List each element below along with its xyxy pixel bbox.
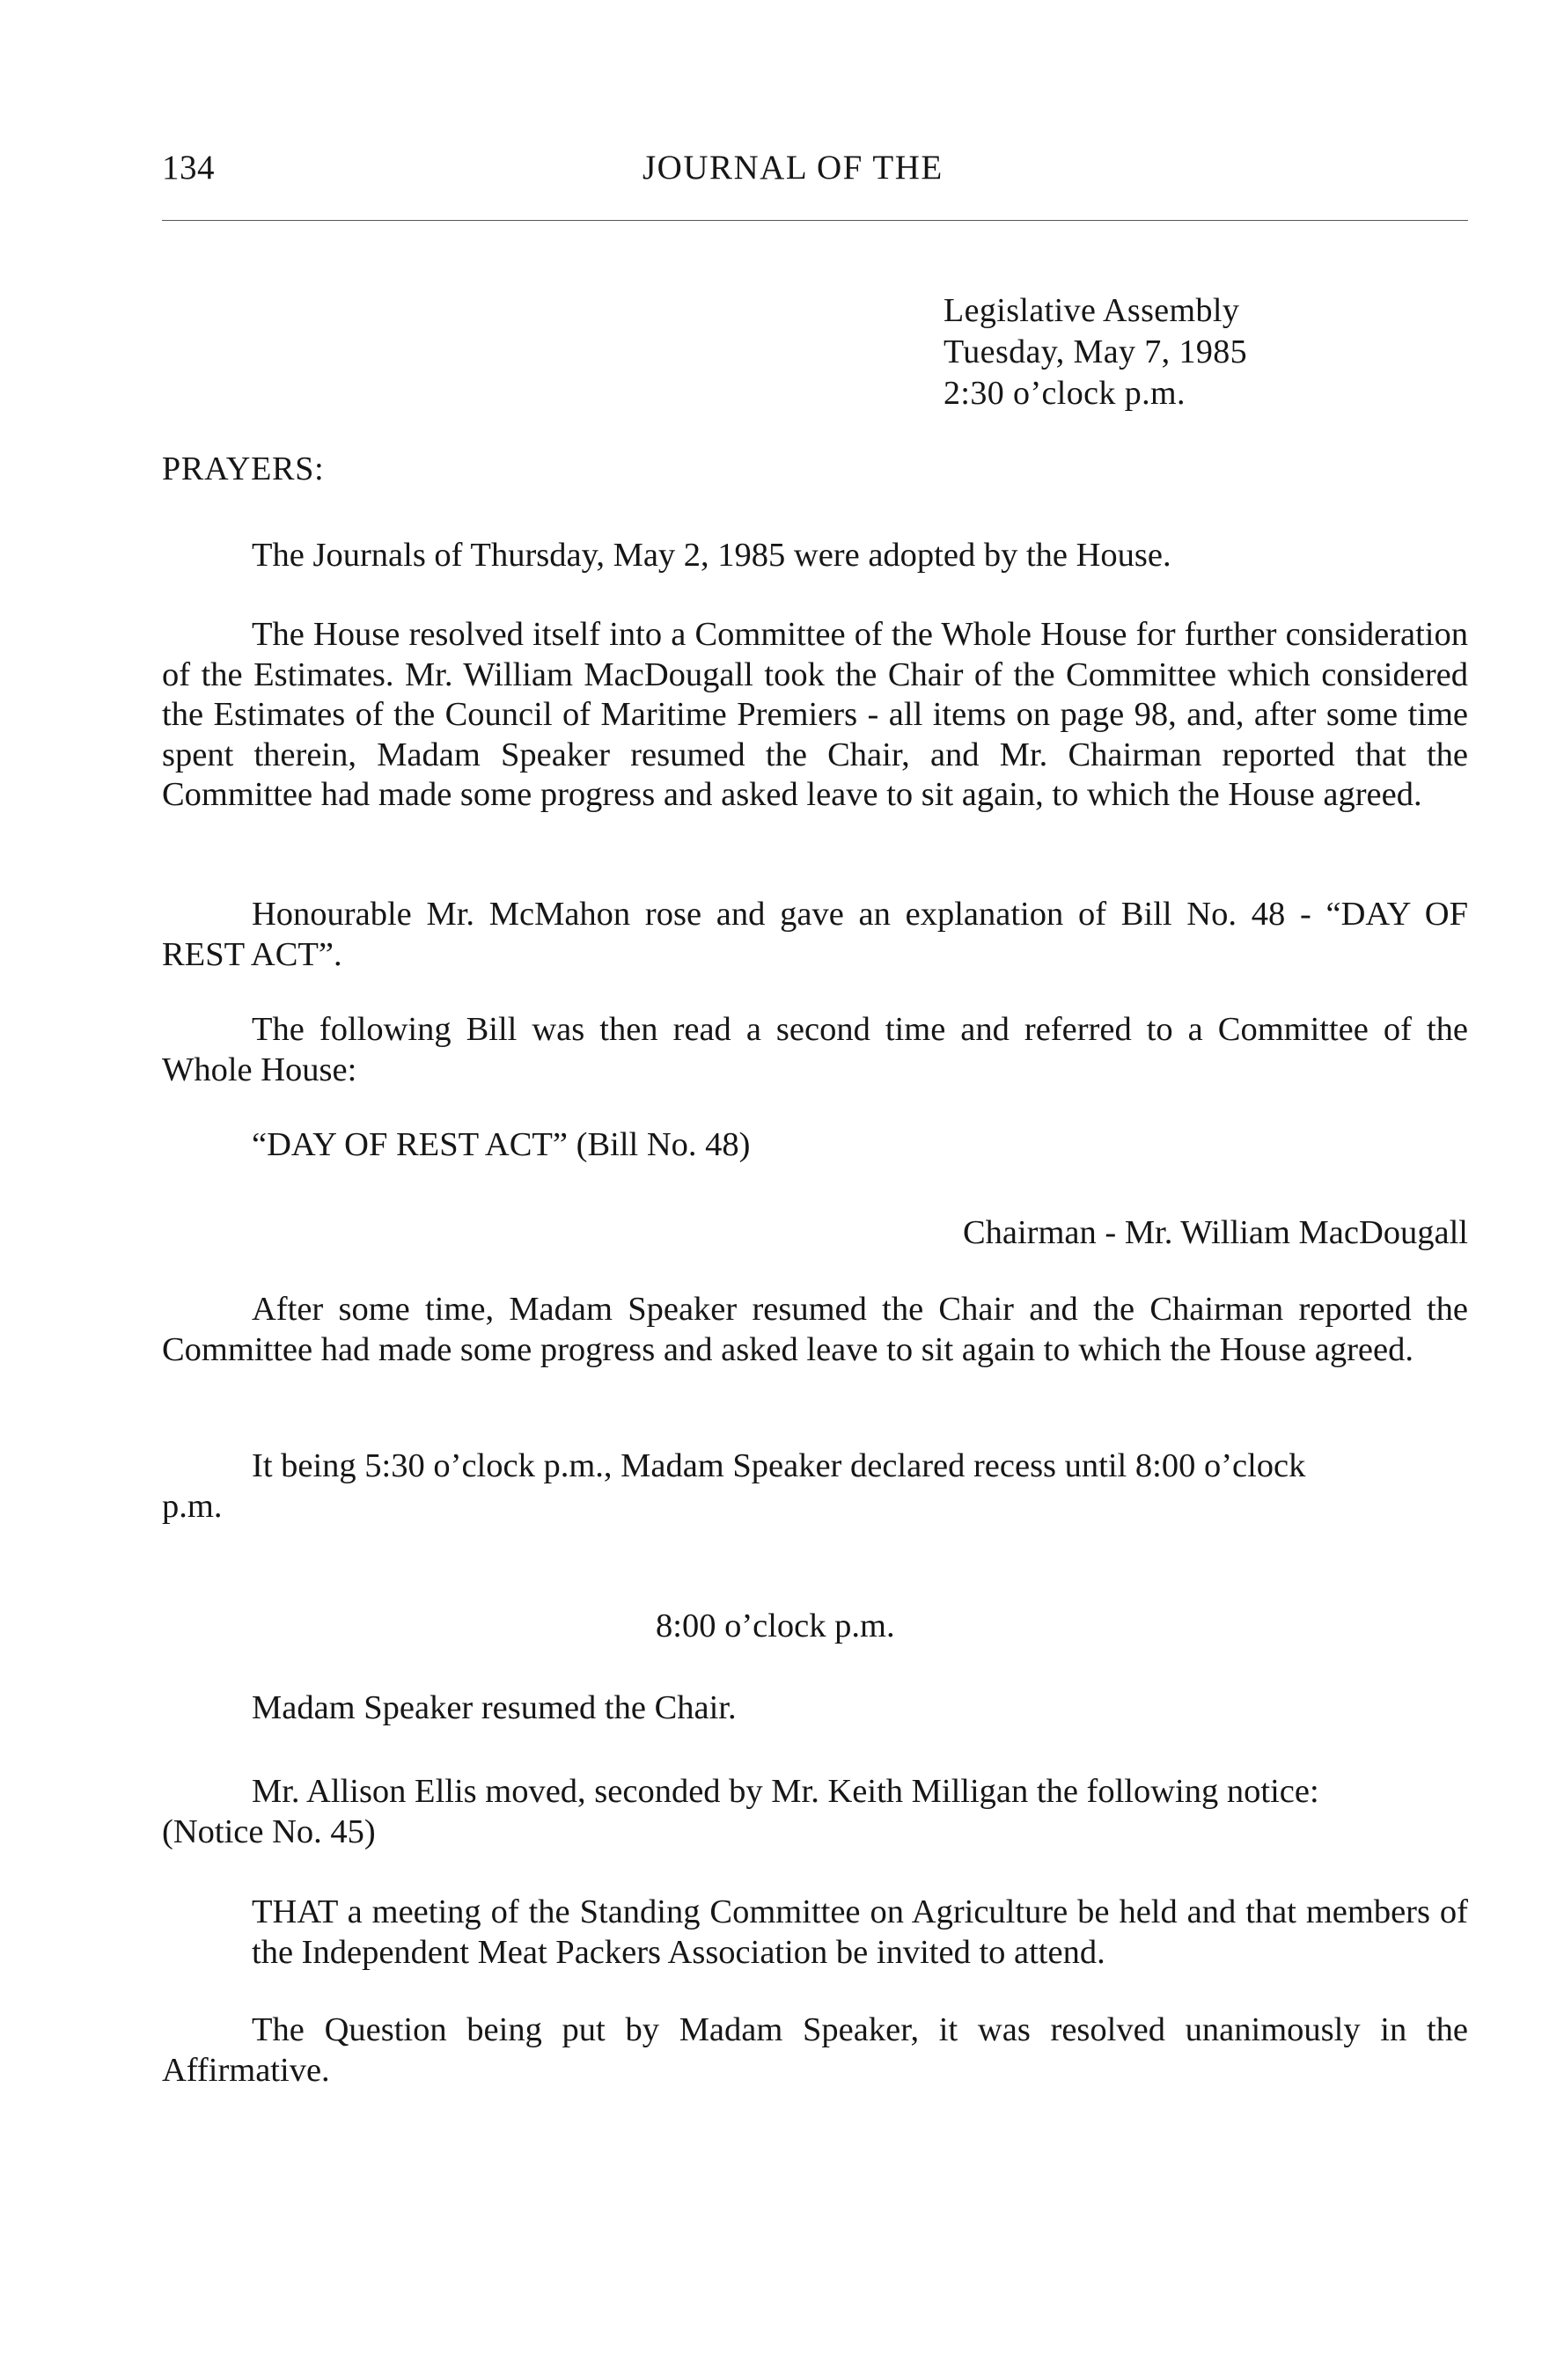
paragraph-second-reading: The following Bill was then read a second time and referred to a Committee of the Whole House: — [162, 1011, 1468, 1088]
running-header: JOURNAL OF THE — [642, 149, 944, 187]
recess-line-1: It being 5:30 o’clock p.m., Madam Speaker declared recess until 8:00 o’clock — [252, 1447, 1306, 1484]
header-rule — [162, 220, 1468, 221]
evening-sitting-time: 8:00 o’clock p.m. — [656, 1607, 895, 1644]
resolution-text: THAT a meeting of the Standing Committee on Agriculture be held and that members of the Independent Meat Packers Association be invited to attend. — [252, 1893, 1468, 1971]
paragraph-committee-whole: The House resolved itself into a Committee of the Whole House for further consideration of the Estimates. Mr. William MacDougall took the Chair of the Committee which considered the Estimates of the Council of Maritime Premiers - all items on page 98, and, after some time spent therein, Madam Speaker resumed the Chair, and Mr. Chairman reported that the Committee had made some progress and asked leave to sit again, to which the House agreed. — [162, 616, 1468, 813]
bill-title: “DAY OF REST ACT” (Bill No. 48) — [252, 1126, 751, 1163]
session-dateline — [944, 290, 1247, 414]
paragraph-question-put: The Question being put by Madam Speaker, it was resolved unanimously in the Affirmative. — [162, 2011, 1468, 2089]
recess-line-2: p.m. — [162, 1488, 223, 1525]
motion-line-1: Mr. Allison Ellis moved, seconded by Mr. Keith Milligan the following notice: — [252, 1773, 1319, 1810]
session-time: 2:30 o’clock p.m. — [944, 375, 1186, 412]
paragraph-mcmahon-explanation: Honourable Mr. McMahon rose and gave an explanation of Bill No. 48 - “DAY OF REST ACT”. — [162, 896, 1468, 973]
speaker-resumed-line: Madam Speaker resumed the Chair. — [252, 1689, 737, 1726]
session-date: Tuesday, May 7, 1985 — [944, 333, 1248, 370]
page-number: 134 — [162, 149, 215, 187]
chairman-line: Chairman - Mr. William MacDougall — [962, 1214, 1468, 1251]
motion-line-2: (Notice No. 45) — [162, 1813, 376, 1850]
paragraph-journals-adopted: The Journals of Thursday, May 2, 1985 were adopted by the House. — [252, 537, 1171, 574]
paragraph-after-some-time: After some time, Madam Speaker resumed the Chair and the Chairman reported the Committee had made some progress and asked leave to sit again to which the House agreed. — [162, 1291, 1468, 1368]
prayers-heading: PRAYERS: — [162, 450, 325, 487]
assembly-name: Legislative Assembly — [944, 292, 1240, 329]
